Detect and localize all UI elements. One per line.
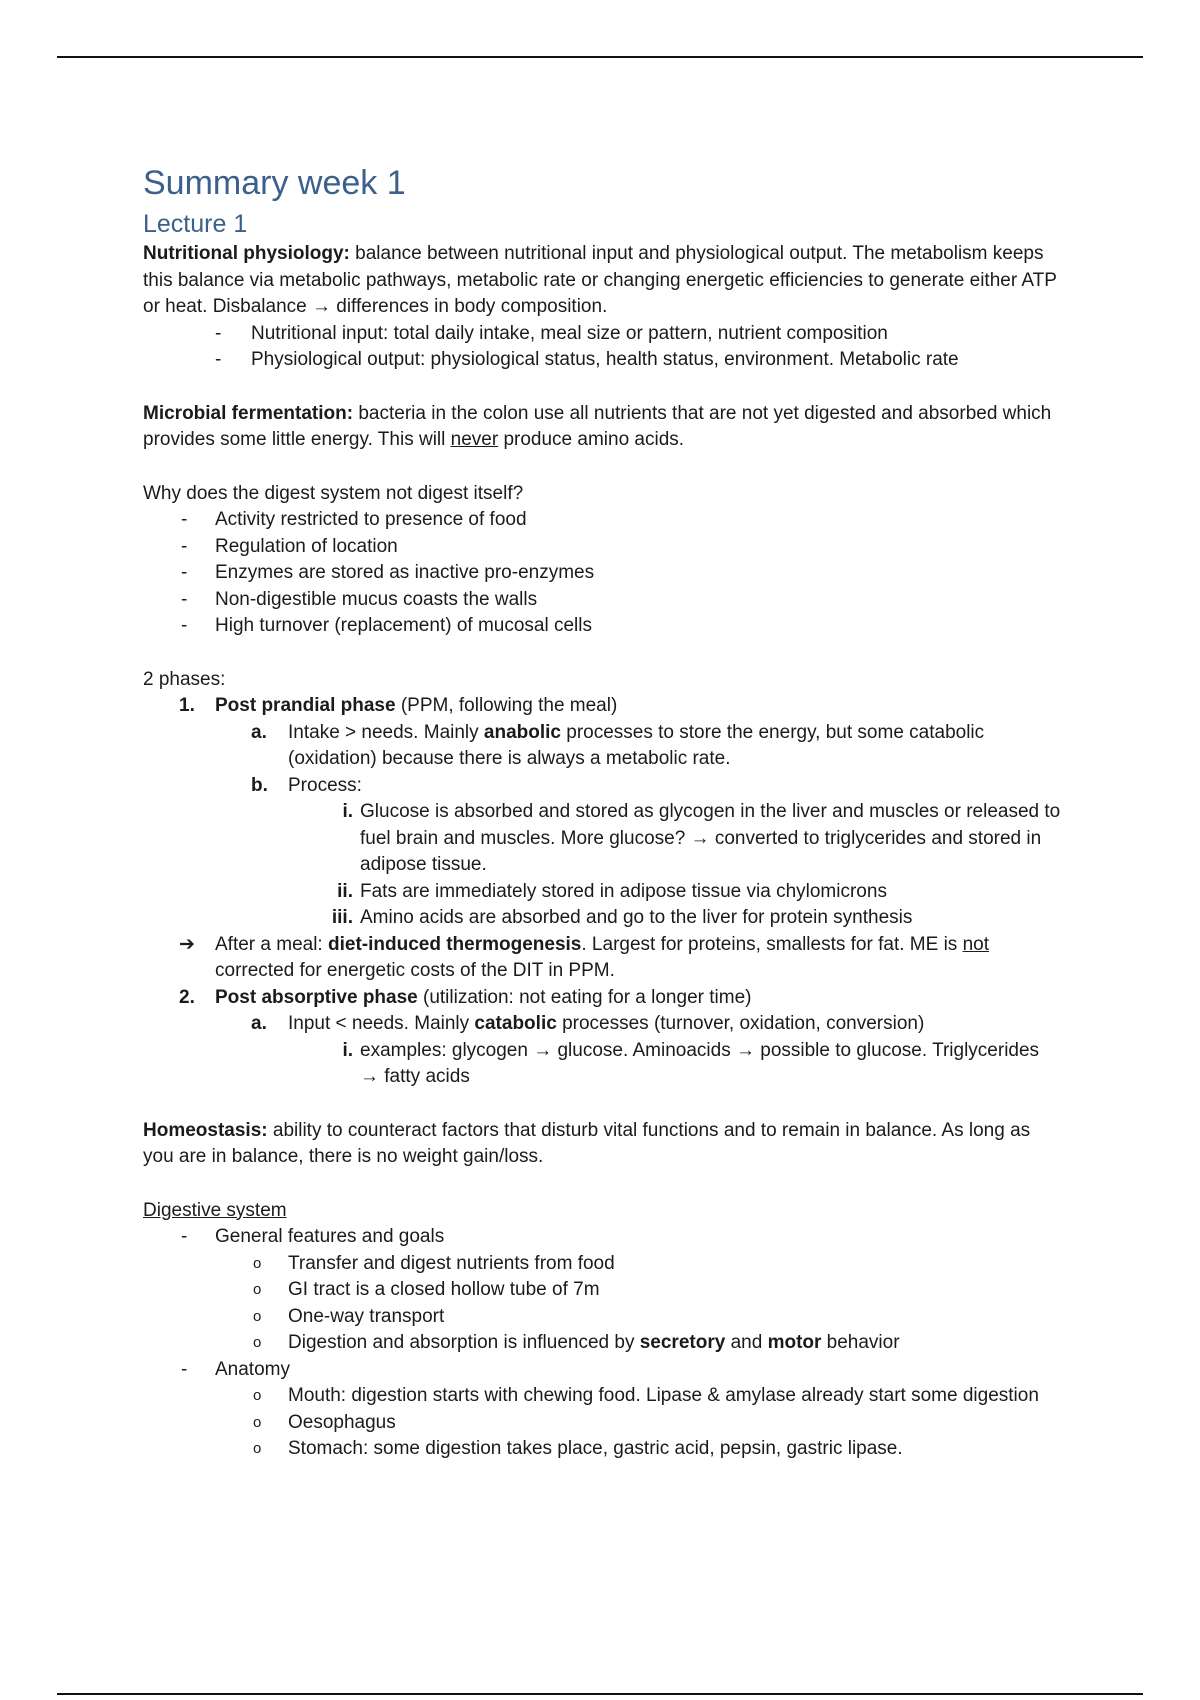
circle-bullet-icon: o [253, 1254, 262, 1272]
document-body [143, 163, 1063, 1463]
circle-bullet-icon: o [253, 1413, 262, 1431]
arrow-item: ➔ After a meal: diet-induced thermogenesis. Largest for proteins, smallests for fat. ME is not corrected for energetic costs of the DIT in PPM. [179, 933, 989, 981]
list-item: - High turnover (replacement) of mucosal cells [181, 615, 592, 636]
section-heading: Lecture 1 [143, 210, 248, 238]
circle-bullet-icon: o [253, 1334, 262, 1351]
circle-bullet-icon: o [253, 1307, 262, 1325]
phase-item: 2. Post absorptive phase (utilization: not eating for a longer time) [179, 986, 752, 1008]
list-item: i. examples: glycogen → glucose. Aminoacids → possible to glucose. Triglycerides → fatty acids [342, 1039, 1040, 1087]
term-nutritional: Nutritional physiology: [143, 243, 350, 264]
list-item: - Regulation of location [181, 535, 398, 557]
circle-bullet-icon: o [253, 1387, 262, 1404]
list-item: i. Glucose is absorbed and stored as glycogen in the liver and muscles or released to fuel brain and muscles. More glucose? → converted to triglycerides and stored in adipose tissue. [342, 801, 1061, 875]
list-item: - Anatomy [181, 1358, 290, 1380]
why-question: Why does the digest system not digest itself? [143, 482, 524, 504]
arrow-icon: ➔ [179, 933, 195, 955]
circle-bullet-icon: o [253, 1440, 262, 1457]
list-item: o Oesophagus [143, 1410, 1063, 1437]
list-item: - Nutritional input: total daily intake, meal size or pattern, nutrient composition [215, 322, 888, 344]
list-item: ii. Fats are immediately stored in adipose tissue via chylomicrons [337, 880, 887, 902]
phase-item: 1. Post prandial phase (PPM, following the meal) [179, 695, 618, 716]
homeostasis-paragraph: Homeostasis: ability to counteract factors that disturb vital functions and to remain in balance. As long as you are in balance, there is no weight gain/loss. [143, 1119, 1031, 1167]
list-item: o Digestion and absorption is influenced by secretory and motor behavior [143, 1330, 1063, 1357]
list-item: - Activity restricted to presence of food [181, 509, 527, 530]
footer-rule [57, 1693, 1143, 1695]
list-item: o Mouth: digestion starts with chewing food. Lipase & amylase already start some digestion [143, 1383, 1063, 1410]
list-item: a. Input < needs. Mainly catabolic processes (turnover, oxidation, conversion) [251, 1013, 925, 1034]
list-item: o Transfer and digest nutrients from food [143, 1251, 1063, 1278]
list-item: b. Process: [251, 774, 362, 796]
list-item: a. Intake > needs. Mainly anabolic processes to store the energy, but some catabolic (oxidation) because there is always a metabolic rate. [251, 721, 985, 769]
list-item: - Physiological output: physiological status, health status, environment. Metabolic rate [215, 349, 959, 370]
list-item: o One-way transport [143, 1304, 1063, 1331]
digestive-heading: Digestive system [143, 1199, 287, 1221]
list-item: - General features and goals [181, 1226, 445, 1247]
microbial-paragraph: Microbial fermentation: bacteria in the colon use all nutrients that are not yet digested and absorbed which provides some little energy. This will never produce amino acids. [143, 402, 1052, 450]
list-item: iii. Amino acids are absorbed and go to the liver for protein synthesis [331, 907, 913, 928]
list-item: o Stomach: some digestion takes place, gastric acid, pepsin, gastric lipase. [143, 1436, 1063, 1463]
phases-heading: 2 phases: [143, 668, 226, 690]
nutritional-paragraph: Nutritional physiology: balance between nutritional input and physiological output. The metabolism keeps this balance via metabolic pathways, metabolic rate or changing energetic efficiencies to generate either ATP or heat. Disbalance → differences in body composition. [143, 243, 1057, 317]
list-item: - Non-digestible mucus coasts the walls [181, 588, 538, 610]
list-item: - Enzymes are stored as inactive pro-enzymes [181, 562, 595, 583]
header-rule [57, 56, 1143, 58]
circle-bullet-icon: o [253, 1281, 262, 1298]
page-title: Summary week 1 [143, 164, 406, 202]
list-item: o GI tract is a closed hollow tube of 7m [143, 1277, 1063, 1304]
